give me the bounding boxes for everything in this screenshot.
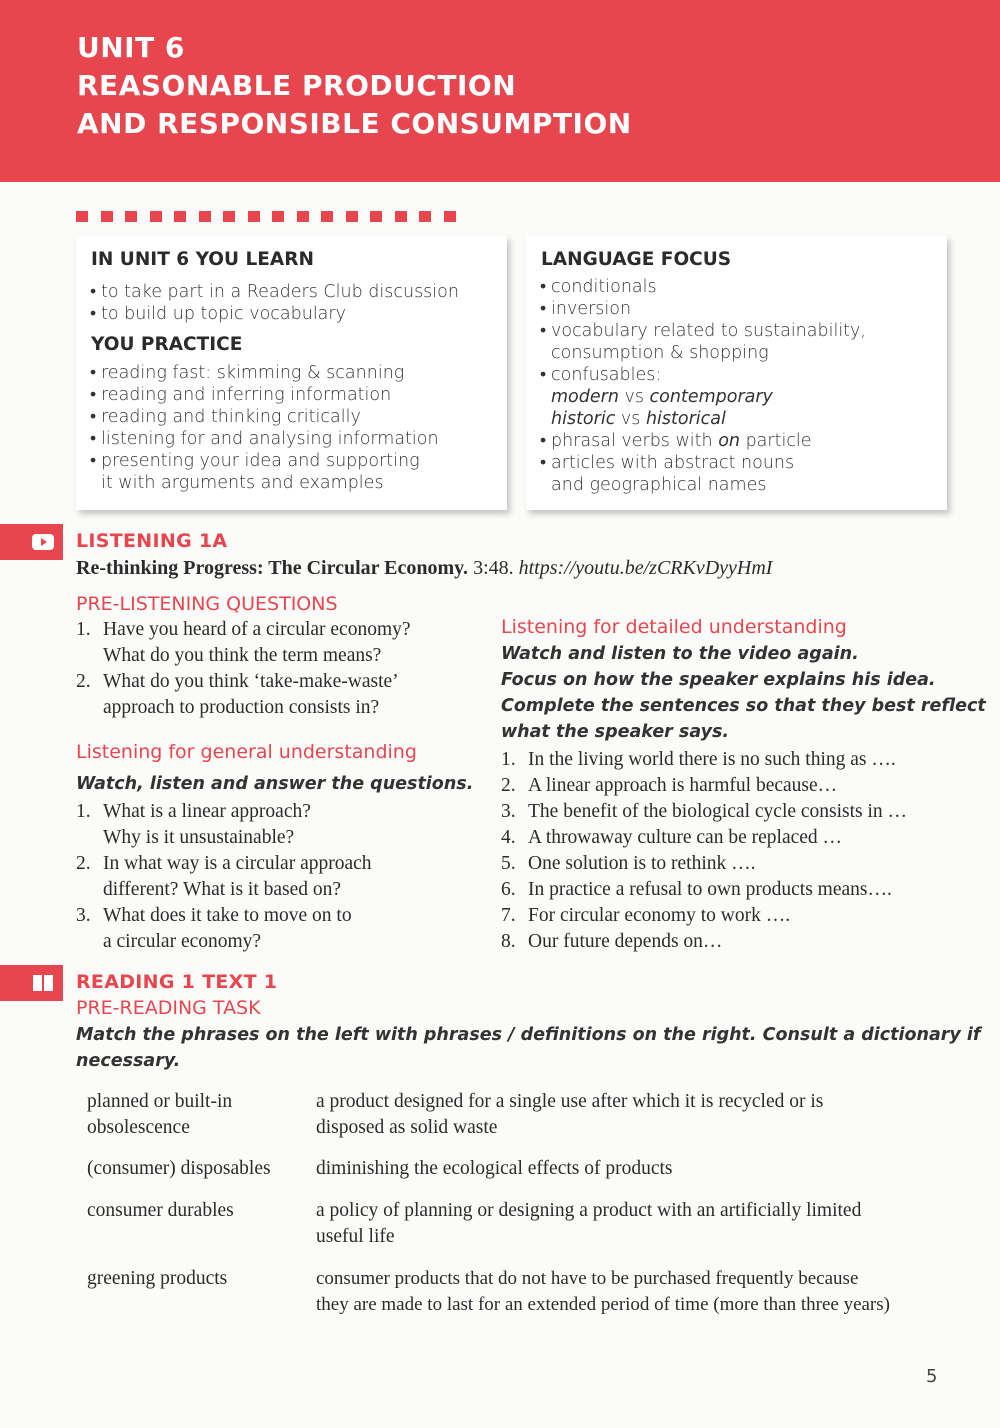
general-instruction: Watch, listen and answer the questions.	[76, 774, 474, 794]
list-item: 3. The benefit of the biological cycle consists in …	[501, 801, 908, 822]
learn-box	[76, 236, 507, 510]
page-number: 5	[926, 1366, 938, 1387]
list-item: 8. Our future depends on…	[501, 931, 723, 952]
list-item: 1. In the living world there is no such thing as ….	[501, 749, 896, 770]
list-item: 3. What does it take to move on to a circular economy?	[76, 905, 352, 952]
list-item-cont: consumption & shopping	[551, 343, 769, 363]
detailed-questions	[501, 747, 907, 955]
list-item: • vocabulary related to sustainability,	[540, 320, 866, 342]
pre-reading-title: PRE-READING TASK	[76, 997, 261, 1019]
list-item: 6. In practice a refusal to own products means….	[501, 879, 892, 900]
term-3: consumer durables	[87, 1200, 234, 1221]
list-item: • listening for and analysing information	[90, 428, 439, 450]
pre-reading-instruction: Match the phrases on the left with phrases / definitions on the right. Consult a dictionary if necessary.	[76, 1025, 981, 1071]
list-item: • inversion	[540, 298, 866, 320]
confusable-pair-1: modern vs contemporary	[551, 387, 773, 407]
list-item: 2. What do you think ‘take-make-waste’ approach to production consists in?	[76, 671, 399, 718]
definition-2: diminishing the ecological effects of products	[316, 1158, 673, 1179]
definition-1: a product designed for a single use after which it is recycled or is disposed as solid waste	[316, 1091, 824, 1138]
practice-list	[90, 362, 439, 494]
confusable-pair-2: historic vs historical	[551, 409, 726, 429]
detailed-understanding-title: Listening for detailed understanding	[501, 616, 847, 638]
language-focus-box	[526, 236, 947, 510]
listening-source	[76, 555, 772, 581]
reading-title: READING 1 TEXT 1	[76, 971, 278, 993]
video-play-icon	[32, 534, 54, 550]
language-focus-title: LANGUAGE FOCUS	[541, 249, 732, 270]
general-understanding-title: Listening for general understanding	[76, 741, 417, 763]
list-item: 2. In what way is a circular approach different? What is it based on?	[76, 853, 372, 900]
listening-marker	[0, 524, 63, 560]
language-list	[540, 276, 866, 496]
list-item: 1. What is a linear approach? Why is it unsustainable?	[76, 801, 311, 848]
list-item: • reading and inferring information	[90, 384, 439, 406]
list-item-cont: it with arguments and examples	[101, 473, 384, 493]
list-item: • articles with abstract nouns	[540, 452, 866, 474]
list-item: • confusables:	[540, 364, 866, 386]
list-item: • reading fast: skimming & scanning	[90, 362, 439, 384]
list-item: • conditionals	[540, 276, 866, 298]
learn-list	[90, 281, 459, 325]
list-item: • reading and thinking critically	[90, 406, 439, 428]
definition-3: a policy of planning or designing a product with an artificially limited useful life	[316, 1200, 862, 1247]
list-item: 4. A throwaway culture can be replaced …	[501, 827, 843, 848]
video-duration: 3:48.	[468, 557, 519, 579]
detailed-instruction: Watch and listen to the video again. Focus on how the speaker explains his idea. Complete the sentences so that they best reflect what the speaker says.	[501, 644, 986, 742]
general-questions	[76, 799, 372, 955]
list-item-cont: and geographical names	[551, 475, 767, 495]
book-icon	[33, 975, 53, 991]
list-item: 7. For circular economy to work ….	[501, 905, 791, 926]
list-item: • presenting your idea and supporting	[90, 450, 439, 472]
video-link[interactable]: https://youtu.be/zCRKvDyyHmI	[518, 557, 773, 579]
list-item: • phrasal verbs with on particle	[540, 430, 866, 452]
unit-title-line2: AND RESPONSIBLE CONSUMPTION	[77, 107, 632, 140]
reading-marker	[0, 965, 63, 1001]
unit-header	[0, 0, 1000, 182]
list-item: • to take part in a Readers Club discussion	[90, 281, 459, 303]
list-item: • to build up topic vocabulary	[90, 303, 459, 325]
term-4: greening products	[87, 1268, 228, 1289]
learn-box-title: IN UNIT 6 YOU LEARN	[91, 249, 314, 270]
pre-listening-questions	[76, 617, 411, 721]
unit-title-line1: REASONABLE PRODUCTION	[77, 69, 517, 102]
term-1: planned or built-in obsolescence	[87, 1091, 233, 1138]
term-2: (consumer) disposables	[87, 1158, 271, 1179]
practice-title: YOU PRACTICE	[91, 334, 243, 355]
video-title: Re-thinking Progress: The Circular Economy.	[76, 557, 469, 579]
listening-title: LISTENING 1A	[76, 530, 228, 552]
unit-number: UNIT 6	[77, 31, 185, 64]
pre-listening-title: PRE-LISTENING QUESTIONS	[76, 593, 338, 615]
list-item: 2. A linear approach is harmful because…	[501, 775, 838, 796]
dash-divider	[76, 211, 456, 222]
definition-4: consumer products that do not have to be purchased frequently because they are made to last for an extended period of time (more than three years)	[316, 1268, 890, 1315]
list-item: 1. Have you heard of a circular economy? What do you think the term means?	[76, 619, 411, 666]
list-item: 5. One solution is to rethink ….	[501, 853, 756, 874]
